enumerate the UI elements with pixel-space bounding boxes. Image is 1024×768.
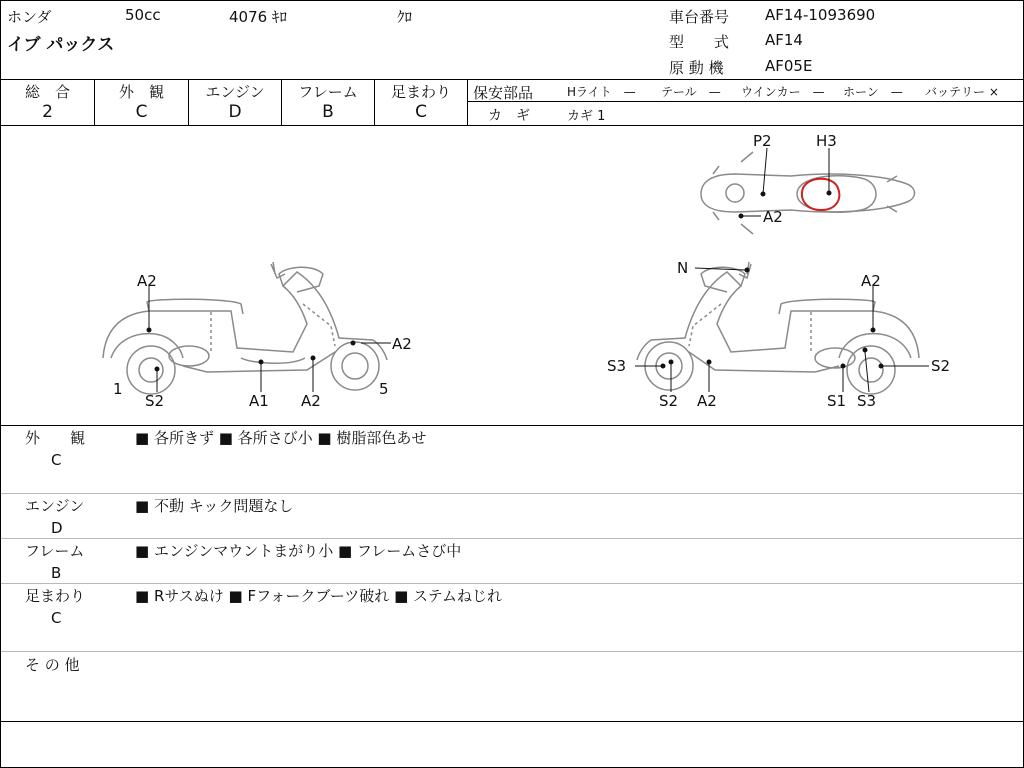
key-value: カギ 1 — [567, 109, 606, 124]
label-p2: P2 — [753, 132, 772, 150]
maker: ホンダ — [7, 8, 52, 26]
divider — [1, 425, 1023, 426]
note-title: そ の 他 — [25, 656, 80, 674]
label-n: N — [677, 259, 689, 277]
label-s2: S2 — [931, 357, 951, 375]
label-s3: S3 — [857, 392, 877, 410]
label-a2: A2 — [861, 272, 881, 290]
displacement: 50cc — [125, 6, 161, 24]
grade-engine: D — [228, 102, 242, 122]
safety-horn: ホーン — — [843, 85, 903, 99]
safety-taillight: テール — — [661, 85, 721, 99]
divider — [1, 538, 1023, 539]
damage-diagram — [1, 126, 1023, 426]
grade-frame: B — [322, 102, 334, 122]
label-s2: S2 — [659, 392, 679, 410]
note-grade: C — [51, 451, 62, 469]
scooter-top-view — [701, 152, 915, 234]
label-s2: S2 — [145, 392, 165, 410]
label-s1: S1 — [827, 392, 847, 410]
label-1: 1 — [113, 380, 123, 398]
divider — [1, 721, 1023, 722]
note-grade: D — [51, 519, 63, 537]
divider — [467, 101, 1023, 102]
divider — [1, 493, 1023, 494]
note-title: 足まわり — [25, 587, 86, 605]
label-a2: A2 — [697, 392, 717, 410]
grade-header-frame: フレーム — [298, 83, 358, 101]
note-title: エンジン — [25, 497, 85, 515]
note-grade: B — [51, 564, 62, 582]
divider — [1, 79, 1023, 80]
type-label: 型 式 — [669, 33, 730, 51]
leaders — [147, 148, 929, 392]
grade-header-overall: 総 合 — [24, 83, 70, 101]
label-a2: A2 — [137, 272, 157, 290]
key-label: カ ギ — [488, 108, 530, 124]
divider — [1, 651, 1023, 652]
type-value: AF14 — [765, 31, 803, 49]
grade-exterior: C — [135, 102, 148, 122]
label-5: 5 — [379, 380, 389, 398]
note-text: ■ Rサスぬけ ■ Fフォークブーツ破れ ■ ステムねじれ — [135, 587, 502, 605]
note-text: ■ エンジンマウントまがり小 ■ フレームさび中 — [135, 542, 462, 560]
divider — [1, 583, 1023, 584]
label-s3: S3 — [607, 357, 627, 375]
frame-no-label: 車台番号 — [669, 8, 730, 26]
label-a2: A2 — [763, 208, 783, 226]
label-a1: A1 — [249, 392, 269, 410]
grade-header-exterior: 外 観 — [118, 83, 164, 101]
frame-no: AF14-1093690 — [765, 6, 876, 24]
engine-value: AF05E — [765, 57, 813, 75]
grade-header-engine: エンジン — [205, 83, 265, 101]
model-name: イブ パックス — [7, 35, 115, 55]
grade-header-suspension: 足まわり — [390, 83, 451, 101]
safety-winker: ウインカー — — [741, 85, 825, 99]
divider — [467, 79, 468, 125]
label-h3: H3 — [816, 132, 837, 150]
note-title: フレーム — [25, 542, 85, 560]
mileage: 4076 ｷﾛ — [229, 8, 287, 26]
damage-mark-h3 — [802, 179, 839, 210]
note-title: 外 観 — [25, 429, 86, 447]
note-text: ■ 各所きず ■ 各所さび小 ■ 樹脂部色あせ — [135, 429, 427, 447]
safety-battery: バッテリー × — [925, 85, 999, 99]
safety-headlight: Hライト — — [567, 85, 636, 99]
grade-suspension: C — [415, 102, 427, 122]
label-a2: A2 — [301, 392, 321, 410]
grade-overall: 2 — [42, 102, 53, 122]
color: ｸﾛ — [397, 8, 413, 26]
label-a2: A2 — [392, 335, 412, 353]
note-grade: C — [51, 609, 62, 627]
engine-label: 原 動 機 — [669, 59, 724, 77]
safety-label: 保安部品 — [473, 84, 534, 102]
note-text: ■ 不動 キック問題なし — [135, 497, 294, 515]
